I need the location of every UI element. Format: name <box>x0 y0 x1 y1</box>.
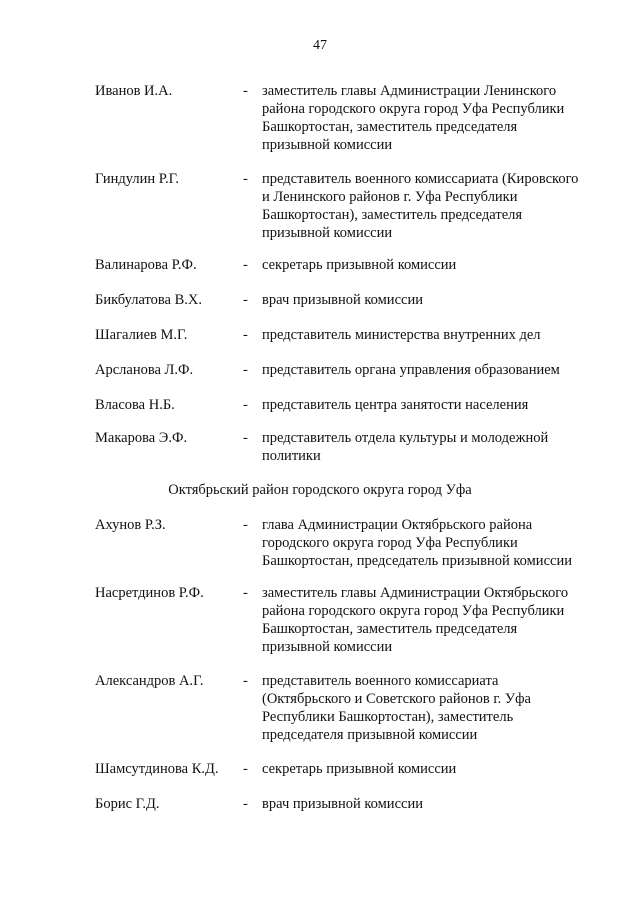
role-line: района городского округа город Уфа Республики <box>262 101 565 117</box>
separator-dash: - <box>243 362 248 378</box>
member-name: Насретдинов Р.Ф. <box>95 585 204 601</box>
separator-dash: - <box>243 292 248 308</box>
role-line: Башкортостан, председатель призывной комиссии <box>262 553 572 569</box>
separator-dash: - <box>243 83 248 99</box>
member-name: Шамсутдинова К.Д. <box>95 761 219 777</box>
role-line: Башкортостан), заместитель председателя <box>262 207 523 223</box>
role-line: района городского округа город Уфа Республики <box>262 603 565 619</box>
separator-dash: - <box>243 673 248 689</box>
member-role <box>262 760 612 778</box>
role-line: и Ленинского районов г. Уфа Республики <box>262 189 518 205</box>
role-line: политики <box>262 448 321 464</box>
member-name: Борис Г.Д. <box>95 796 160 812</box>
section-heading: Октябрьский район городского округа город Уфа <box>168 482 472 498</box>
separator-dash: - <box>243 430 248 446</box>
role-line: призывной комиссии <box>262 137 393 153</box>
page-number: 47 <box>313 38 327 53</box>
role-line: глава Администрации Октябрьского района <box>262 517 533 533</box>
member-role <box>262 672 612 744</box>
role-line: Башкортостан, заместитель председателя <box>262 119 518 135</box>
member-name: Шагалиев М.Г. <box>95 327 188 343</box>
separator-dash: - <box>243 327 248 343</box>
member-name: Макарова Э.Ф. <box>95 430 188 446</box>
separator-dash: - <box>243 397 248 413</box>
role-line: призывной комиссии <box>262 639 393 655</box>
role-line: секретарь призывной комиссии <box>262 257 457 273</box>
role-line: председателя призывной комиссии <box>262 727 478 743</box>
role-line: заместитель главы Администрации Ленинского <box>262 83 557 99</box>
member-role <box>262 361 612 379</box>
separator-dash: - <box>243 171 248 187</box>
separator-dash: - <box>243 257 248 273</box>
role-line: секретарь призывной комиссии <box>262 761 457 777</box>
member-name: Бикбулатова В.Х. <box>95 292 203 308</box>
role-line: Республики Башкортостан), заместитель <box>262 709 514 725</box>
role-line: призывной комиссии <box>262 225 393 241</box>
member-name: Ахунов Р.З. <box>95 517 166 533</box>
role-line: представитель военного комиссариата <box>262 673 499 689</box>
member-role <box>262 326 612 344</box>
member-role <box>262 396 612 414</box>
member-role <box>262 82 612 154</box>
member-name: Иванов И.А. <box>95 83 173 99</box>
member-name: Валинарова Р.Ф. <box>95 257 197 273</box>
member-role <box>262 516 612 570</box>
role-line: Башкортостан, заместитель председателя <box>262 621 518 637</box>
member-role <box>262 795 612 813</box>
separator-dash: - <box>243 585 248 601</box>
role-line: городского округа город Уфа Республики <box>262 535 518 551</box>
role-line: представитель министерства внутренних дел <box>262 327 541 343</box>
separator-dash: - <box>243 761 248 777</box>
member-name: Власова Н.Б. <box>95 397 175 413</box>
role-line: врач призывной комиссии <box>262 796 423 812</box>
role-line: заместитель главы Администрации Октябрьского <box>262 585 569 601</box>
role-line: (Октябрьского и Советского районов г. Уфа <box>262 691 531 707</box>
separator-dash: - <box>243 517 248 533</box>
member-role <box>262 429 612 465</box>
role-line: представитель органа управления образованием <box>262 362 560 378</box>
member-role <box>262 170 612 242</box>
role-line: представитель военного комиссариата (Кировского <box>262 171 579 187</box>
separator-dash: - <box>243 796 248 812</box>
member-name: Арсланова Л.Ф. <box>95 362 194 378</box>
member-role <box>262 291 612 309</box>
role-line: врач призывной комиссии <box>262 292 423 308</box>
role-line: представитель отдела культуры и молодежной <box>262 430 549 446</box>
member-name: Гиндулин Р.Г. <box>95 171 179 187</box>
member-name: Александров А.Г. <box>95 673 204 689</box>
member-role <box>262 584 612 656</box>
member-role <box>262 256 612 274</box>
role-line: представитель центра занятости населения <box>262 397 529 413</box>
